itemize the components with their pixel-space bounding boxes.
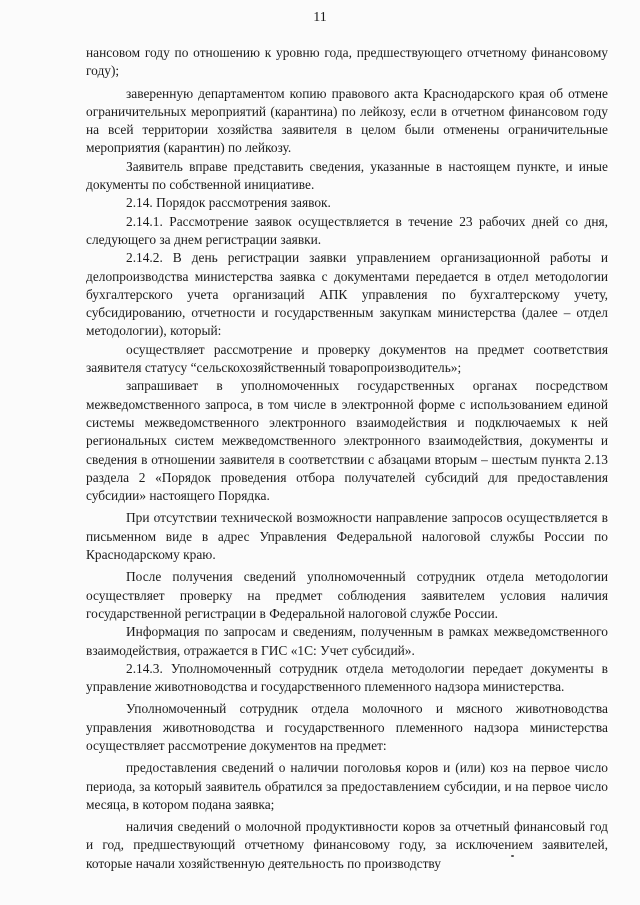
paragraph: осуществляет рассмотрение и проверку документов на предмет соответствия заявителя статусу “сельскохозяйственный товаропроизводитель»; <box>86 341 608 376</box>
page-number: 11 <box>313 10 327 25</box>
paragraph: 2.14.3. Уполномоченный сотрудник отдела методологии передает документы в управление животноводства и государственного племенного надзора министерства. <box>86 660 608 695</box>
paragraph: предоставления сведений о наличии поголовья коров и (или) коз на первое число периода, за который заявитель обратился за предоставлением субсидии, и на первое число месяца, в котором подана заявка; <box>86 760 608 812</box>
paragraph: Уполномоченный сотрудник отдела молочного и мясного животноводства управления животноводства и государственного племенного надзора министерства осуществляет рассмотрение документов на предмет: <box>86 701 608 753</box>
paragraph: заверенную департаментом копию правового акта Краснодарского края об отмене ограничительных мероприятий (карантина) по лейкозу, если в отчетном финансовом году на всей территории хозяйства заявителя в целом были отменены ограничительные мероприятия (карантин) по лейкозу. <box>86 85 608 156</box>
paragraph: При отсутствии технической возможности направление запросов осуществляется в письменном виде в адрес Управления Федеральной налоговой службы России по Краснодарскому краю. <box>86 510 608 563</box>
paragraph: Информация по запросам и сведениям, полученным в рамках межведомственного взаимодействия, отражается в ГИС «1С: Учет субсидий». <box>86 624 608 658</box>
paragraph: нансовом году по отношению к уровню года, предшествующего отчетному финансовому году); <box>86 45 608 79</box>
paragraph: наличия сведений о молочной продуктивности коров за отчетный финансовый год и год, предшествующий отчетному финансовому году, за исключением заявителей, которые начали хозяйственную деятельность по производству <box>86 819 608 871</box>
paragraph: запрашивает в уполномоченных государственных органах посредством межведомственного запроса, в том числе в электронной форме с использованием единой системы межведомственного электронного взаимодействия и подключаемых к ней региональных систем межведомственного электронного взаимодействия, документы и сведения в отношении заявителя в соответствии с абзацами вторым – шестым пункта 2.13 раздела 2 «Порядок проведения отбора получателей субсидий для предоставления субсидии» настоящего Порядка. <box>86 378 608 504</box>
scan-speck <box>511 855 514 857</box>
paragraph: После получения сведений уполномоченный сотрудник отдела методологии осуществляет проверку на предмет соблюдения заявителем условия наличия государственной регистрации в Федеральной налоговой службе России. <box>86 569 608 621</box>
document-body <box>86 44 608 873</box>
section-heading: 2.14. Порядок рассмотрения заявок. <box>126 195 331 211</box>
paragraph: 2.14.2. В день регистрации заявки управлением организационной работы и делопроизводства министерства заявка с документами передается в отдел методологии бухгалтерского учета организаций АПК управления по бухгалтерскому учету, субсидированию, отчетности и государственным закупкам министерства (далее – отдел методологии), который: <box>86 250 608 339</box>
paragraph: 2.14.1. Рассмотрение заявок осуществляется в течение 23 рабочих дней со дня, следующего за днем регистрации заявки. <box>86 213 608 247</box>
paragraph: Заявитель вправе представить сведения, указанные в настоящем пункте, и иные документы по собственной инициативе. <box>86 158 608 193</box>
